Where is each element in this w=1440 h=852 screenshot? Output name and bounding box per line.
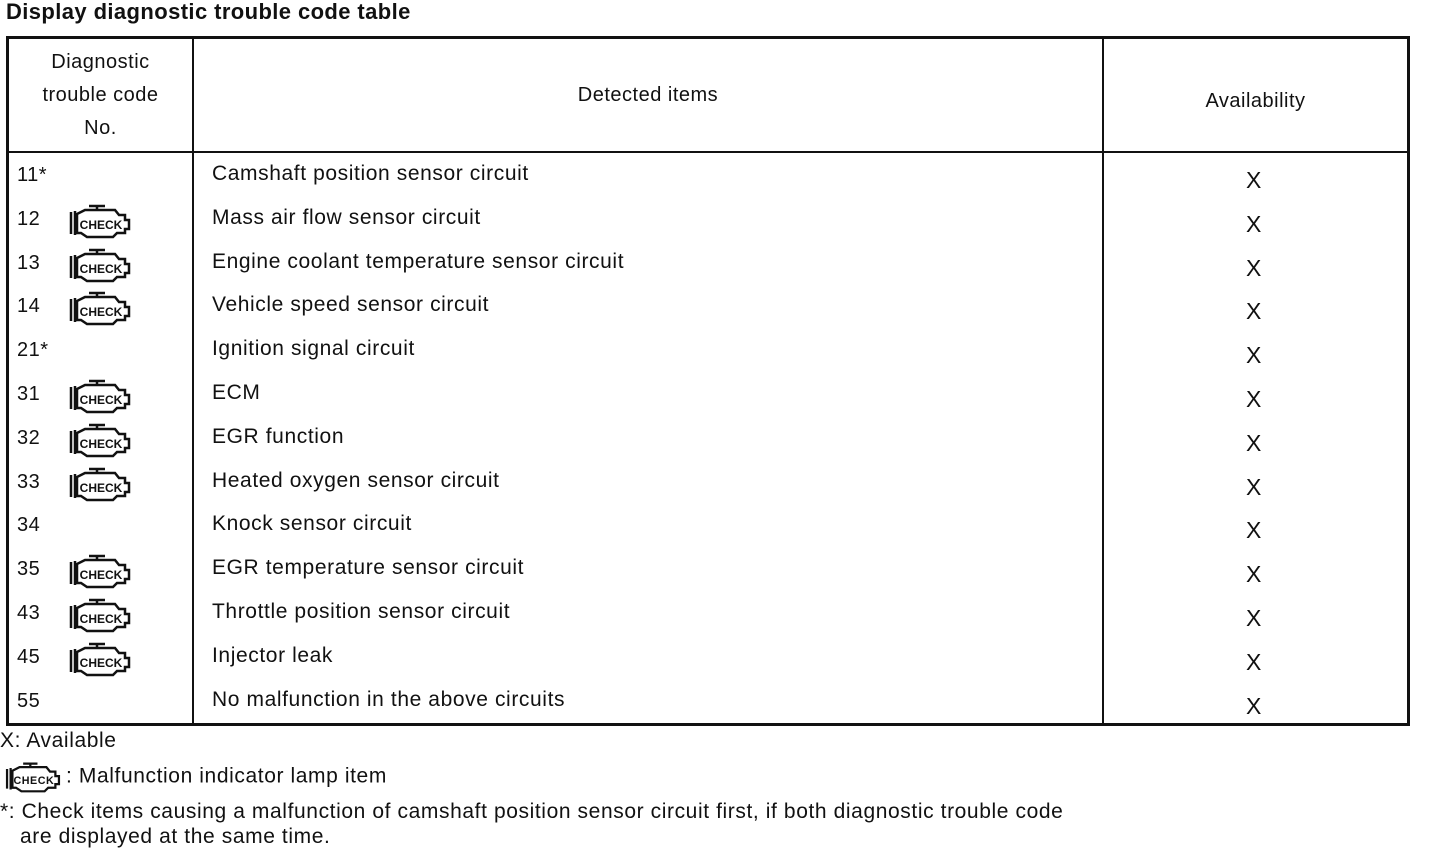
check-engine-icon <box>67 202 133 240</box>
availability-mark: X <box>1246 473 1262 500</box>
dtc-code: 31 <box>17 383 41 405</box>
header-code-no <box>9 39 192 151</box>
availability-mark: X <box>1246 298 1262 325</box>
dtc-code: 14 <box>17 295 41 318</box>
detected-item: Vehicle speed sensor circuit <box>212 293 490 317</box>
header-code-line: No. <box>84 116 117 139</box>
detected-item: Knock sensor circuit <box>212 512 412 536</box>
availability-mark: X <box>1246 342 1262 369</box>
detected-item: Throttle position sensor circuit <box>212 600 511 623</box>
table-row <box>9 246 1407 290</box>
table-row <box>9 421 1407 465</box>
dtc-code: 35 <box>17 558 41 581</box>
detected-item: Ignition signal circuit <box>212 337 415 361</box>
header-code-line: trouble code <box>42 83 159 106</box>
table-row <box>9 596 1407 640</box>
table-row <box>9 640 1407 684</box>
dtc-table <box>6 36 1410 726</box>
availability-mark: X <box>1246 517 1262 544</box>
check-engine-icon <box>67 421 133 459</box>
table-row <box>9 465 1407 509</box>
note-lamp-text: : Malfunction indicator lamp item <box>66 764 387 788</box>
dtc-code: 21* <box>17 339 49 362</box>
table-row <box>9 508 1407 552</box>
availability-mark: X <box>1246 254 1262 281</box>
availability-mark: X <box>1246 429 1262 456</box>
dtc-code: 55 <box>17 689 41 712</box>
check-engine-icon <box>0 760 66 794</box>
dtc-code: 11* <box>17 164 48 186</box>
dtc-code: 32 <box>17 426 41 449</box>
table-row <box>9 202 1407 246</box>
detected-item: EGR function <box>212 424 345 448</box>
check-engine-icon <box>67 596 133 634</box>
availability-mark: X <box>1246 648 1262 675</box>
table-row <box>9 158 1407 202</box>
detected-item: Camshaft position sensor circuit <box>212 162 529 185</box>
table-row <box>9 684 1407 728</box>
check-engine-icon <box>67 465 133 503</box>
dtc-code: 12 <box>17 207 41 230</box>
detected-item: EGR temperature sensor circuit <box>212 556 525 580</box>
table-row <box>9 289 1407 333</box>
detected-item: ECM <box>212 381 261 404</box>
detected-item: Mass air flow sensor circuit <box>212 205 481 229</box>
detected-item: Engine coolant temperature sensor circuit <box>212 249 625 273</box>
note-asterisk: *: Check items causing a malfunction of camshaft position sensor circuit first, if both diagnostic trouble code <box>0 800 1064 823</box>
check-engine-icon <box>67 289 133 327</box>
header-availability: Availability <box>1205 89 1306 112</box>
note-available: X: Available <box>0 729 117 752</box>
check-engine-icon <box>67 246 133 284</box>
availability-mark: X <box>1246 210 1262 237</box>
check-engine-icon <box>67 640 133 678</box>
note-asterisk-continued: are displayed at the same time. <box>20 825 331 848</box>
header-code-line: Diagnostic <box>51 50 150 73</box>
dtc-code: 34 <box>17 514 41 537</box>
page-title: Display diagnostic trouble code table <box>6 0 411 24</box>
dtc-code: 13 <box>17 251 41 274</box>
note-lamp <box>0 760 387 794</box>
dtc-code: 43 <box>17 602 41 624</box>
availability-mark: X <box>1246 692 1262 719</box>
detected-item: Injector leak <box>212 643 334 667</box>
check-engine-icon <box>67 377 133 415</box>
availability-mark: X <box>1246 561 1262 588</box>
detected-item: Heated oxygen sensor circuit <box>212 468 500 492</box>
header-detected-items: Detected items <box>577 83 719 106</box>
availability-mark: X <box>1246 167 1262 193</box>
availability-mark: X <box>1246 605 1262 631</box>
check-engine-icon <box>67 552 133 590</box>
table-row <box>9 377 1407 421</box>
availability-mark: X <box>1246 386 1262 412</box>
dtc-code: 45 <box>17 645 41 668</box>
dtc-code: 33 <box>17 470 41 493</box>
detected-item: No malfunction in the above circuits <box>212 687 566 711</box>
table-row <box>9 333 1407 377</box>
table-row <box>9 552 1407 596</box>
